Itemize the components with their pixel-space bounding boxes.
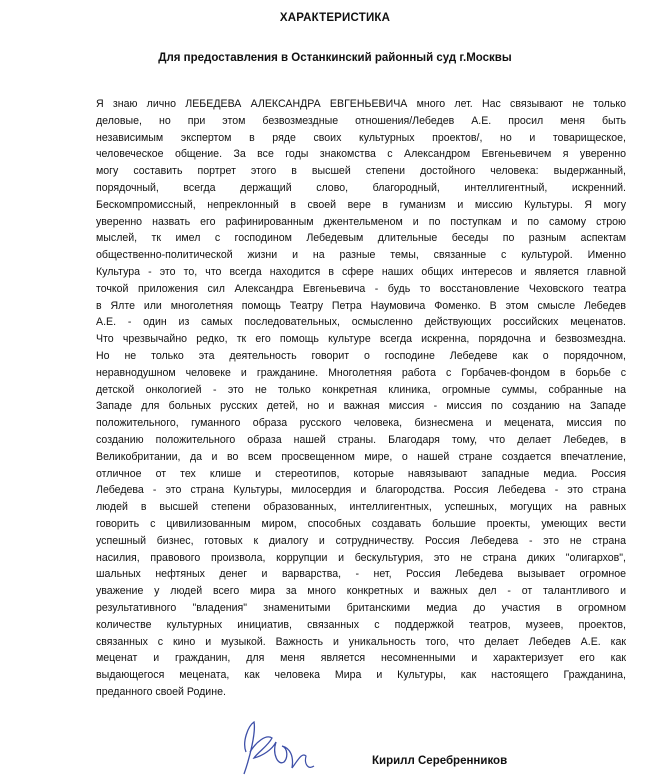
document-body bbox=[96, 96, 626, 701]
body-line: Я знаю лично ЛЕБЕДЕВА АЛЕКСАНДРА ЕВГЕНЬЕВИЧА много лет. Нас связывают не только bbox=[96, 98, 626, 110]
body-line: независимым экспертом в ряде своих культурных проектов/, но и товарищеское, bbox=[96, 131, 626, 144]
document-title: ХАРАКТЕРИСТИКА bbox=[279, 12, 391, 24]
body-line: Но не только эта деятельность говорит о господине Лебедеве как о порядочном, bbox=[96, 349, 626, 362]
body-line: отличное от тех клише и стереотипов, которые навязывают западные медиа. Россия bbox=[96, 467, 626, 480]
body-line: меценат и гражданин, для меня является несомненными и характеризует его как bbox=[96, 652, 626, 665]
body-line: неравнодушном человеке и гражданине. Многолетняя работа с Горбачев-фондом в борьбе с bbox=[96, 366, 626, 379]
body-line: Лебедева - это страна Культуры, милосердия и благородства. Россия Лебедева - это страна bbox=[96, 484, 626, 497]
body-line: мыслей, тк имел с господином Лебедевым длительные беседы по разным аспектам bbox=[96, 232, 626, 245]
body-line: детской онкологией - это не только конкретная клиника, огромные суммы, собранные на bbox=[96, 383, 626, 396]
body-line: людей в высшей степени образованных, интеллигентных, успешных, могущих на равных bbox=[96, 501, 626, 514]
body-line: человеческое общение. За все годы знакомства с Александром Евгеньевичем я уверенно bbox=[96, 148, 626, 161]
body-line: результативного "владения" знаменитыми британскими медиа до участия в огромном bbox=[96, 601, 626, 614]
body-line: порядочный, всегда держащий слово, благородный, интеллигентный, искренний. bbox=[96, 181, 626, 194]
body-line: Западе для больных русских детей, но и важная миссия - миссия по созданию на Западе bbox=[96, 400, 626, 413]
body-line: положительного, гуманного образа русского человека, бизнесмена и мецената, миссия по bbox=[96, 417, 626, 430]
body-line: Что чрезвычайно редко, тк его помощь культуре всегда искренна, порядочна и безвозмездна. bbox=[96, 333, 626, 346]
body-line: уважение у людей всего мира за много конкретных и важных дел - от талантливого и bbox=[96, 585, 626, 598]
body-line: общественно-политической жизни и на разные темы, связанные с культурой. Именно bbox=[96, 249, 626, 262]
document-subtitle: Для предоставления в Останкинский районный суд г.Москвы bbox=[158, 52, 512, 64]
body-line: говорить с цивилизованным миром, способных создавать большие проекты, умеющих вести bbox=[96, 517, 626, 530]
signer-name: Кирилл Серебренников bbox=[372, 755, 508, 767]
body-line: созданию положительного образа нашей страны. Благодаря тому, что делает Лебедев, в bbox=[96, 433, 626, 446]
body-line: количестве культурных инициатив, связанных с поддержкой театров, музеев, проектов, bbox=[96, 618, 626, 631]
body-line: преданного своей Родине. bbox=[96, 685, 226, 698]
body-line: выдающегося мецената, как человека Мира и Культуры, как настоящего Гражданина, bbox=[96, 669, 626, 682]
body-line: успешный бизнес, готовых к диалогу и сотрудничеству. Россия Лебедева - это не страна bbox=[96, 534, 626, 547]
body-line: Великобритании, да и во всем просвещенном мире, о нашей стране создается впечатление, bbox=[96, 450, 626, 463]
body-line: точкой приложения сил Александра Евгеньевича - будь то восстановление Чеховского театра bbox=[96, 282, 626, 295]
body-line: в Ялте или многолетняя помощь Театру Петра Наумовича Фоменко. В этом смысле Лебедев bbox=[96, 299, 626, 312]
body-line: шальных нефтяных денег и варварства, - нет, Россия Лебедева вызывает огромное bbox=[96, 568, 626, 581]
body-line: А.Е. - один из самых последовательных, осмысленно действующих российских меценатов. bbox=[96, 316, 626, 329]
body-line: могу составить портрет этого в высшей степени достойного человека: выдержанный, bbox=[96, 165, 626, 178]
body-line: Бескомпромиссный, непреклонный в своей вере в гуманизм и миссию Культуры. Я могу bbox=[96, 198, 626, 211]
body-line: связанных с кино и музыкой. Важность и уникальность того, что делает Лебедев А.Е. как bbox=[96, 635, 626, 648]
body-line: деловые, но при этом безвозмездные отношения/Лебедев А.Е. просил меня быть bbox=[96, 114, 626, 127]
body-line: насилия, правового произвола, коррупции и бескультурия, это не страна диких "олигархов", bbox=[96, 551, 626, 564]
body-line: Культура - это то, что всегда находится в сфере наших общих интересов и является главной bbox=[96, 265, 626, 278]
body-line: уверенно назвать его рафинированным джентельменом и по поступкам и по самому строю bbox=[96, 215, 626, 228]
handwritten-signature bbox=[228, 712, 338, 777]
